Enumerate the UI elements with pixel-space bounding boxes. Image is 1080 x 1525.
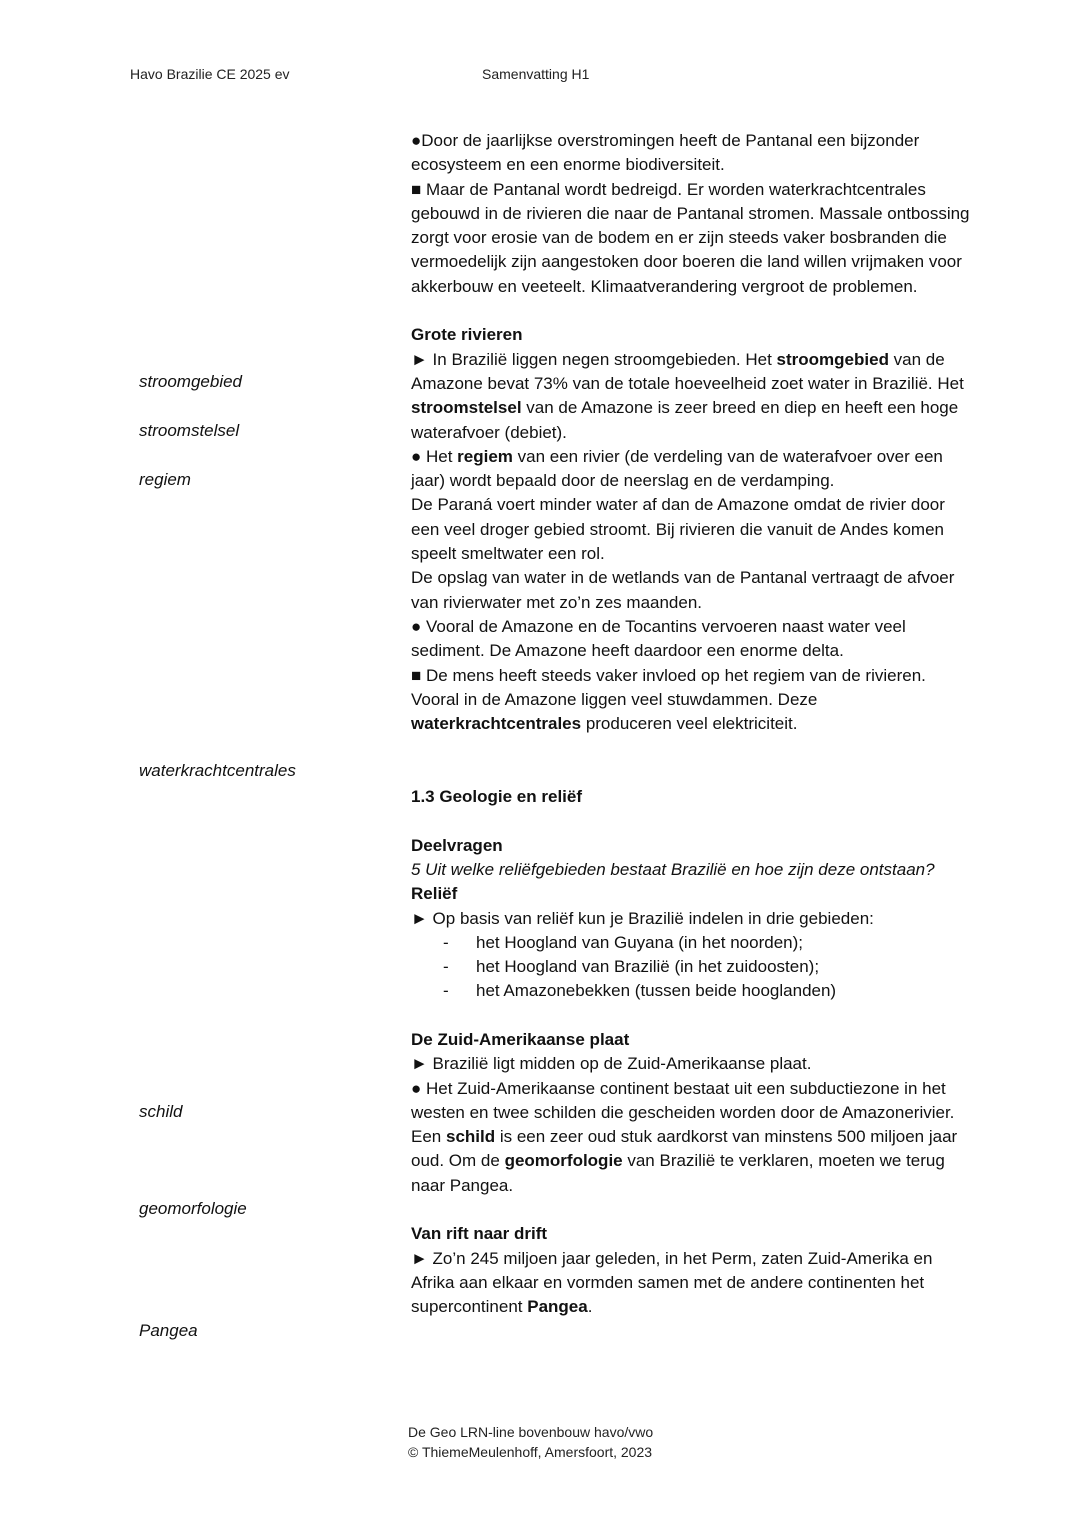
rivers-paragraph-5: ● Vooral de Amazone en de Tocantins vervoeren naast water veel sediment. De Amazone heeft daardoor een enorme delta. xyxy=(411,616,906,661)
footer xyxy=(408,1422,653,1462)
term-pangea: Pangea xyxy=(527,1297,588,1317)
relief-heading: Reliëf xyxy=(411,884,458,904)
rift-paragraph-1: ► Zo’n 245 miljoen jaar geleden, in het Perm, zaten Zuid-Amerika en Afrika aan elkaar en vormden samen met de andere continenten het supercontinent Pangea. xyxy=(411,1248,933,1317)
term-stroomgebied: stroomgebied xyxy=(776,349,889,369)
rivers-paragraph-3: De Paraná voert minder water af dan de Amazone omdat de rivier door een veel droger gebied stroomt. Bij rivieren die vanuit de Andes komen speelt smeltwater een rol. xyxy=(411,495,945,564)
margin-term-schild: schild xyxy=(139,1102,183,1121)
rivers-paragraph-1: ► In Brazilië liggen negen stroomgebieden. Het stroomgebied van de Amazone bevat 73% van de totale hoeveelheid zoet water in Brazilië. Het stroomstelsel van de Amazone is zeer breed en diep en heeft een hoge waterafvoer (debiet). xyxy=(411,349,964,442)
plate-paragraph-1: ► Brazilië ligt midden op de Zuid-Amerikaanse plaat. xyxy=(411,1054,812,1074)
term-geomorfologie: geomorfologie xyxy=(504,1151,623,1171)
term-regiem: regiem xyxy=(457,446,513,466)
header-left: Havo Brazilie CE 2025 ev xyxy=(130,66,290,82)
list-item: - het Amazonebekken (tussen beide hooglanden) xyxy=(443,981,837,1001)
question-5: 5 Uit welke reliëfgebieden bestaat Brazilië en hoe zijn deze ontstaan? xyxy=(411,859,935,879)
rivers-heading: Grote rivieren xyxy=(411,325,523,345)
pantanal-paragraph-2: ■ Maar de Pantanal wordt bedreigd. Er worden waterkrachtcentrales gebouwd in de rivieren die naar de Pantanal stromen. Massale ontbossing zorgt voor erosie van de bodem en er zijn steeds vaker bosbranden die vermoedelijk zijn aangestoken door boeren die land willen vrijmaken voor akkerbouw en veeteelt. Klimaatverandering vergroot de problemen. xyxy=(411,179,970,296)
margin-term-pangea: Pangea xyxy=(139,1321,198,1340)
footer-line-2: © ThiemeMeulenhoff, Amersfoort, 2023 xyxy=(408,1444,653,1460)
term-schild: schild xyxy=(445,1127,496,1147)
list-item: - het Hoogland van Guyana (in het noorden); xyxy=(443,932,804,952)
relief-paragraph-1: ► Op basis van reliëf kun je Brazilië indelen in drie gebieden: xyxy=(411,908,874,928)
term-waterkrachtcentrales: waterkrachtcentrales xyxy=(411,714,582,734)
header-center: Samenvatting H1 xyxy=(482,66,590,82)
deelvragen-heading: Deelvragen xyxy=(411,835,503,855)
main-text-column xyxy=(411,129,971,1320)
rift-heading: Van rift naar drift xyxy=(411,1224,548,1244)
rivers-paragraph-4: De opslag van water in de wetlands van de Pantanal vertraagt de afvoer van rivierwater met zo’n zes maanden. xyxy=(411,568,955,612)
margin-term-waterkrachtcentrales: waterkrachtcentrales xyxy=(139,761,296,780)
margin-term-geomorfologie: geomorfologie xyxy=(139,1199,247,1218)
margin-term-regiem: regiem xyxy=(139,470,191,489)
plate-heading: De Zuid-Amerikaanse plaat xyxy=(411,1029,630,1049)
list-item: - het Hoogland van Brazilië (in het zuidoosten); xyxy=(443,957,820,977)
plate-paragraph-2: ● Het Zuid-Amerikaanse continent bestaat uit een subductiezone in het westen en twee schilden die gescheiden worden door de Amazonerivier. Een schild is een zeer oud stuk aardkorst van minstens 500 miljoen jaar oud. Om de geomorfologie van Brazilië te verklaren, moeten we terug naar Pangea. xyxy=(411,1078,958,1195)
rivers-paragraph-6: ■ De mens heeft steeds vaker invloed op het regiem van de rivieren. Vooral in de Amazone liggen veel stuwdammen. Deze waterkrachtcentrales produceren veel elektriciteit. xyxy=(411,665,926,734)
margin-term-stroomstelsel: stroomstelsel xyxy=(139,421,240,440)
term-stroomstelsel: stroomstelsel xyxy=(411,398,522,418)
margin-term-stroomgebied: stroomgebied xyxy=(139,372,243,391)
rivers-paragraph-2: ● Het regiem van een rivier (de verdeling van de waterafvoer over een jaar) wordt bepaald door de neerslag en de verdamping. xyxy=(411,446,943,491)
pantanal-paragraph-1: ●Door de jaarlijkse overstromingen heeft de Pantanal een bijzonder ecosysteem en een enorme biodiversiteit. xyxy=(411,131,920,175)
footer-line-1: De Geo LRN-line bovenbouw havo/vwo xyxy=(408,1424,654,1440)
section-title: 1.3 Geologie en reliëf xyxy=(411,787,583,807)
